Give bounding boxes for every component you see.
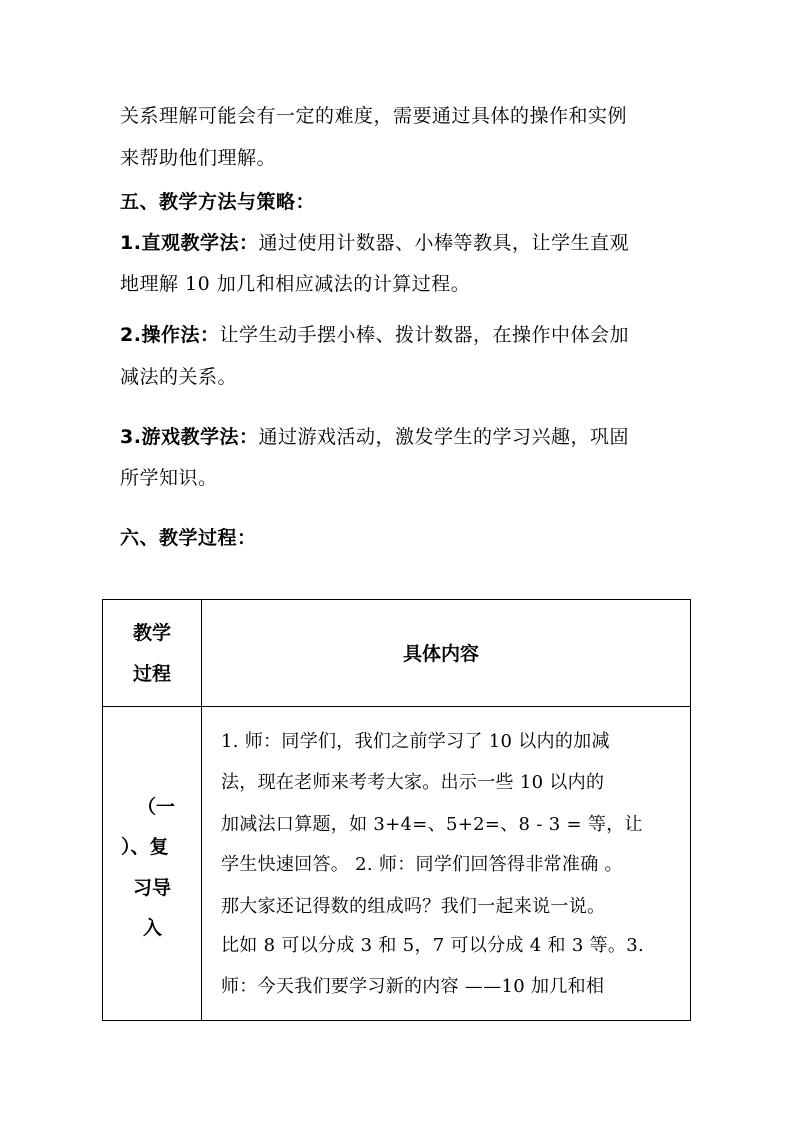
method-2-text: 让学生动手摆小棒、拨计数器，在操作中体会加	[219, 324, 629, 346]
method-2-line	[120, 323, 629, 347]
row1-content-line: 1. 师：同学们，我们之前学习了 10 以内的加减	[221, 731, 610, 752]
section-six-heading: 六、教学过程：	[120, 527, 257, 549]
header-right: 具体内容	[403, 643, 480, 665]
method-3-line-2: 所学知识。	[120, 467, 218, 489]
method-3-text: 通过游戏活动，激发学生的学习兴趣，巩固	[258, 426, 629, 448]
method-3-line	[120, 425, 629, 449]
row1-content-line: 那大家还记得数的组成吗？我们一起来说一说。	[221, 896, 606, 917]
row1-content-line: 比如 8 可以分成 3 和 5，7 可以分成 4 和 3 等。3.	[221, 935, 645, 956]
method-2-line-2: 减法的关系。	[120, 366, 238, 388]
method-1-label: 1.直观教学法：	[120, 232, 259, 254]
header-left-line-1: 教学	[133, 622, 172, 644]
method-3-label: 3.游戏教学法：	[120, 426, 259, 448]
method-1-line	[120, 231, 629, 255]
teaching-process-table	[102, 599, 691, 1021]
row1-content-line: 法，现在老师来考考大家。出示一些 10 以内的	[221, 772, 605, 793]
method-1-line-2: 地理解 10 加几和相应减法的计算过程。	[120, 273, 471, 295]
row1-left-line-4: 入	[143, 917, 163, 939]
row1-content-line: 师：今天我们要学习新的内容 ——10 加几和相	[221, 976, 605, 997]
table-row-divider	[103, 706, 690, 707]
section-five-heading: 五、教学方法与策略：	[120, 191, 316, 213]
paragraph-line: 关系理解可能会有一定的难度，需要通过具体的操作和实例	[120, 105, 628, 127]
row1-left-line-1: （一	[137, 796, 176, 818]
row1-content-line: 学生快速回答。 2. 师：同学们回答得非常准确 。	[221, 854, 623, 875]
row1-content-line: 加减法口算题，如 3+4=、5+2=、8 - 3 = 等，让	[221, 814, 643, 835]
header-left-line-2: 过程	[133, 663, 172, 685]
method-1-text: 通过使用计数器、小棒等教具，让学生直观	[258, 232, 629, 254]
table-column-divider	[201, 600, 202, 1020]
row1-left-line-3: 习导	[133, 877, 172, 899]
row1-left-line-2: ）、复	[121, 836, 169, 858]
paragraph-line: 来帮助他们理解。	[120, 147, 277, 169]
method-2-label: 2.操作法：	[120, 324, 220, 346]
